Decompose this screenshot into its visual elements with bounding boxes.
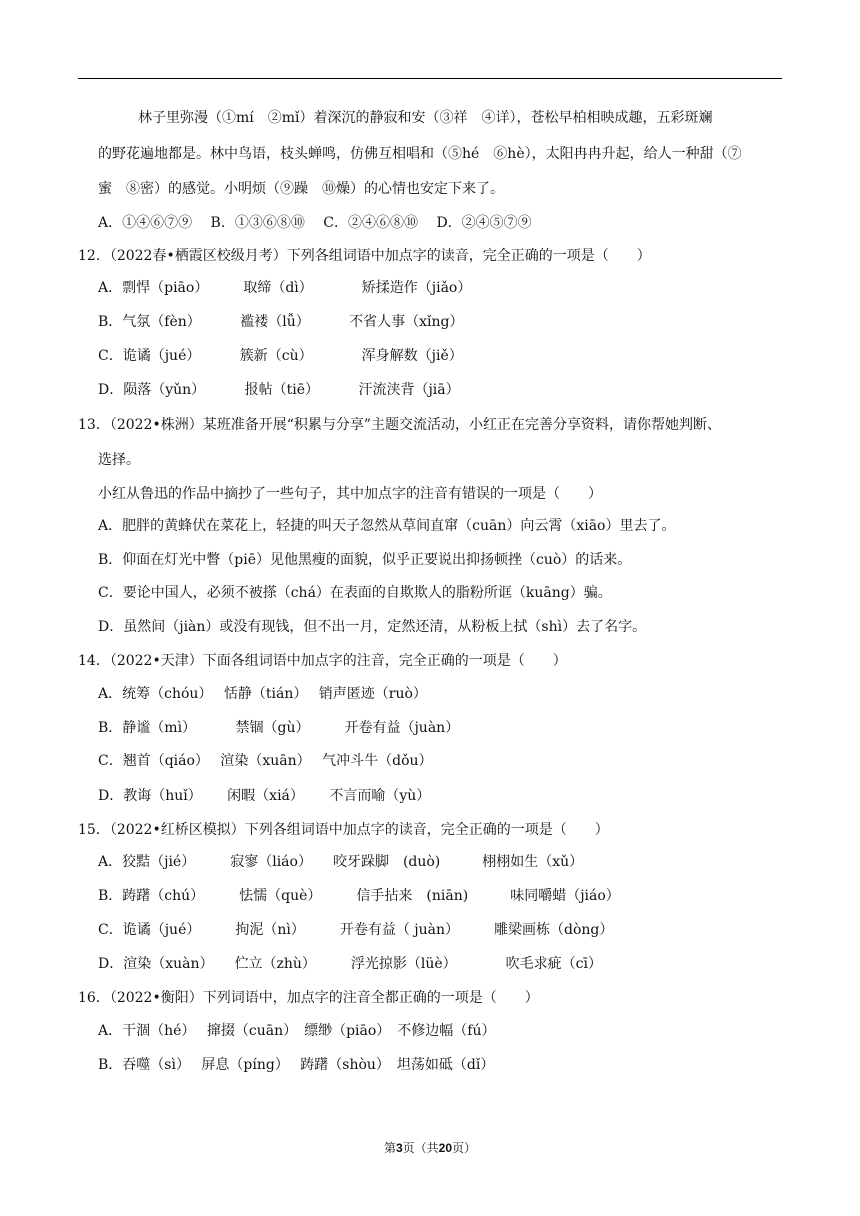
question-13-option-d: D．虽然间（jiàn）或没有现钱，但不出一月，定然还清，从粉板上拭（shì）去了名字。	[98, 619, 647, 635]
page-footer	[0, 1139, 860, 1156]
question-12-option-a: A．剽悍（piāo） 取缔（dì） 矫揉造作（jiǎo）	[98, 280, 472, 296]
question-14-option-b: B．静谧（mì） 禁锢（gù） 开卷有益（juàn）	[98, 720, 460, 736]
question-16-option-a: A．干涸（hé） 撺掇（cuān） 缥缈（piāo） 不修边幅（fú）	[98, 1023, 496, 1039]
footer-page-number: 3	[395, 1141, 403, 1155]
question-13-option-b: B．仰面在灯光中瞥（piē）见他黑瘦的面貌，似乎正要说出抑扬顿挫（cuò）的话来。	[98, 552, 632, 568]
footer-prefix: 第	[383, 1141, 396, 1155]
passage-options: A．①④⑥⑦⑨ B．①③⑥⑧⑩ C．②④⑥⑧⑩ D．②④⑤⑦⑨	[98, 215, 532, 231]
question-13-stem-cont: 选择。	[98, 452, 140, 468]
question-15-stem: 15．（2022•红桥区模拟）下列各组词语中加点字的读音，完全正确的一项是（ ）	[78, 822, 609, 838]
question-15-option-d: D．渲染（xuàn） 伫立（zhù） 浮光掠影（lüè） 吹毛求疵（cī）	[98, 956, 603, 972]
passage-line-2: 的野花遍地都是。林中鸟语，枝头蝉鸣，仿佛互相唱和（⑤hé ⑥hè），太阳冉冉升起，给人一种甜（⑦	[98, 146, 742, 162]
question-14-option-d: D．教诲（huǐ） 闲暇（xiá） 不言而喻（yù）	[98, 788, 431, 804]
footer-mid: 页（共	[402, 1141, 439, 1155]
question-12-option-b: B．气氛（fèn） 褴褛（lǚ） 不省人事（xǐng）	[98, 314, 464, 330]
question-13-sub: 小红从鲁迅的作品中摘抄了一些句子，其中加点字的注音有错误的一项是（ ）	[98, 486, 602, 502]
footer-suffix: 页）	[452, 1141, 477, 1155]
question-13-stem: 13．（2022•株洲）某班准备开展“积累与分享”主题交流活动，小红正在完善分享资料，请你帮她判断、	[78, 417, 722, 433]
question-15-option-a: A．狡黠（jié） 寂寥（liáo） 咬牙跺脚 (duò) 栩栩如生（xǔ）	[98, 854, 584, 870]
question-12-stem: 12．（2022春•栖霞区校级月考）下列各组词语中加点字的读音，完全正确的一项是（ ）	[78, 248, 651, 264]
question-16-stem: 16．（2022•衡阳）下列词语中，加点字的注音全都正确的一项是（ ）	[78, 990, 539, 1006]
question-12-option-c: C．诡谲（jué） 簇新（cù） 浑身解数（jiě）	[98, 348, 463, 364]
footer-total-pages: 20	[438, 1141, 453, 1155]
passage-line-3: 蜜 ⑧密）的感觉。小明烦（⑨躁 ⑩燥）的心情也安定下来了。	[98, 181, 504, 197]
question-16-option-b: B．吞噬（sì） 屏息（píng） 踌躇（shòu） 坦荡如砥（dǐ）	[98, 1057, 495, 1073]
question-14-stem: 14．（2022•天津）下面各组词语中加点字的注音，完全正确的一项是（ ）	[78, 653, 567, 669]
question-13-option-a: A．肥胖的黄蜂伏在菜花上，轻捷的叫天子忽然从草间直窜（cuān）向云霄（xiāo）里去了。	[98, 518, 676, 534]
question-12-option-d: D．陨落（yǔn） 报帖（tiē） 汗流浃背（jiā）	[98, 382, 460, 398]
question-15-option-b: B．踌躇（chú） 怯懦（què） 信手拈来 (niān) 味同嚼蜡（jiáo）	[98, 888, 620, 904]
question-14-option-c: C．翘首（qiáo） 渲染（xuān） 气冲斗牛（dǒu）	[98, 753, 433, 769]
header-rule	[78, 78, 782, 79]
question-14-option-a: A．统筹（chóu） 恬静（tián） 销声匿迹（ruò）	[98, 686, 427, 702]
question-13-option-c: C．要论中国人，必须不被搽（chá）在表面的自欺欺人的脂粉所诓（kuāng）骗。	[98, 585, 612, 601]
question-15-option-c: C．诡谲（jué） 拘泥（nì） 开卷有益（ juàn） 雕梁画栋（dòng）	[98, 922, 614, 938]
passage-line-1: 林子里弥漫（①mí ②mǐ）着深沉的静寂和安（③祥 ④详），苍松早柏相映成趣，五彩斑斓	[138, 110, 713, 126]
